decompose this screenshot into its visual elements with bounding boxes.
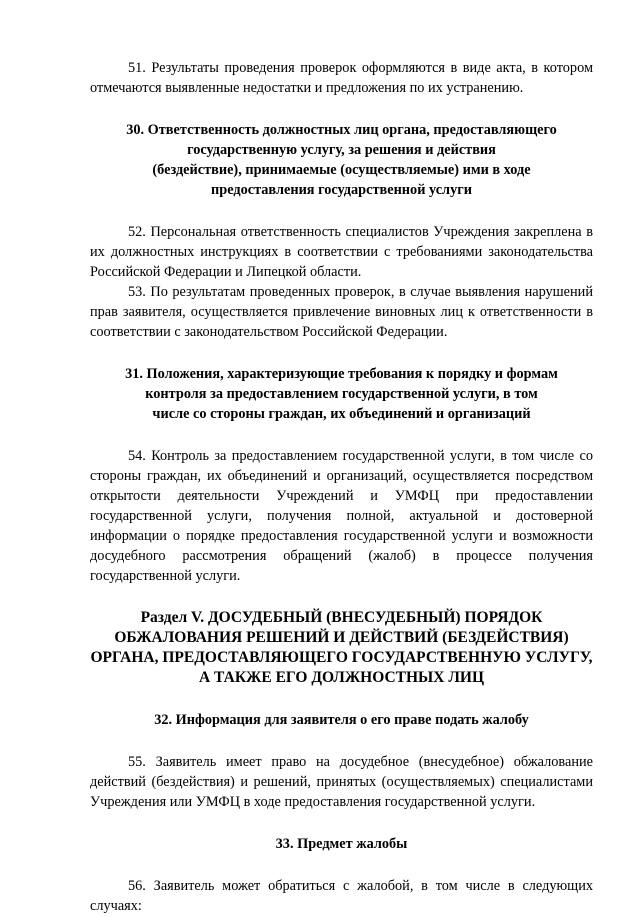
heading-31 [90,364,593,424]
paragraph-52: 52. Персональная ответственность специалистов Учреждения закреплена в их должностных инструкциях в соответствии с требованиями законодательства Российской Федерации и Липецкой области. [90,224,593,280]
heading-31-line-2: контроля за предоставлением государственной услуги, в том [145,386,538,402]
paragraph-56: 56. Заявитель может обратиться с жалобой, в том числе в следующих случаях: [90,878,593,914]
paragraph-55: 55. Заявитель имеет право на досудебное (внесудебное) обжалование действий (бездействия) и решений, принятых (осуществляемых) специалистами Учреждения или УМФЦ в ходе предоставления государственной услуги. [90,754,593,810]
heading-32: 32. Информация для заявителя о его праве подать жалобу [154,712,529,728]
section-5-line-4: А ТАКЖЕ ЕГО ДОЛЖНОСТНЫХ ЛИЦ [198,669,485,686]
heading-31-line-3: числе со стороны граждан, их объединений и организаций [152,406,531,422]
heading-30-line-1: 30. Ответственность должностных лиц органа, предоставляющего [126,122,557,138]
document-page [90,58,593,916]
heading-30 [90,120,593,200]
heading-31-line-1: 31. Положения, характеризующие требования к порядку и формам [125,366,558,382]
paragraph-54: 54. Контроль за предоставлением государственной услуги, в том числе со стороны граждан, их объединений и организаций, осуществляется посредством открытости деятельности Учреждений и УМФЦ при предоставлении государственной услуги, получения полной, актуальной и достоверной информации о порядке предоставления государственной услуги и возможности досудебного рассмотрения обращений (жалоб) в процессе получения государственной услуги. [90,448,593,584]
paragraph-53: 53. По результатам проведенных проверок, в случае выявления нарушений прав заявителя, осуществляется привлечение виновных лиц к ответственности в соответствии с законодательством Российской Федерации. [90,284,593,340]
paragraph-51: 51. Результаты проведения проверок оформляются в виде акта, в котором отмечаются выявленные недостатки и предложения по их устранению. [90,60,593,96]
section-5-line-3: ОРГАНА, ПРЕДОСТАВЛЯЮЩЕГО ГОСУДАРСТВЕННУЮ УСЛУГУ, [90,649,593,666]
section-5-line-2: ОБЖАЛОВАНИЯ РЕШЕНИЙ И ДЕЙСТВИЙ (БЕЗДЕЙСТВИЯ) [114,629,569,646]
section-5-heading [90,608,593,688]
heading-30-line-2: государственную услугу, за решения и действия [187,142,496,158]
heading-33: 33. Предмет жалобы [275,836,408,852]
section-5-line-1: Раздел V. ДОСУДЕБНЫЙ (ВНЕСУДЕБНЫЙ) ПОРЯДОК [140,609,543,626]
heading-30-line-4: предоставления государственной услуги [211,182,472,198]
heading-30-line-3: (бездействие), принимаемые (осуществляемые) ими в ходе [152,162,531,178]
